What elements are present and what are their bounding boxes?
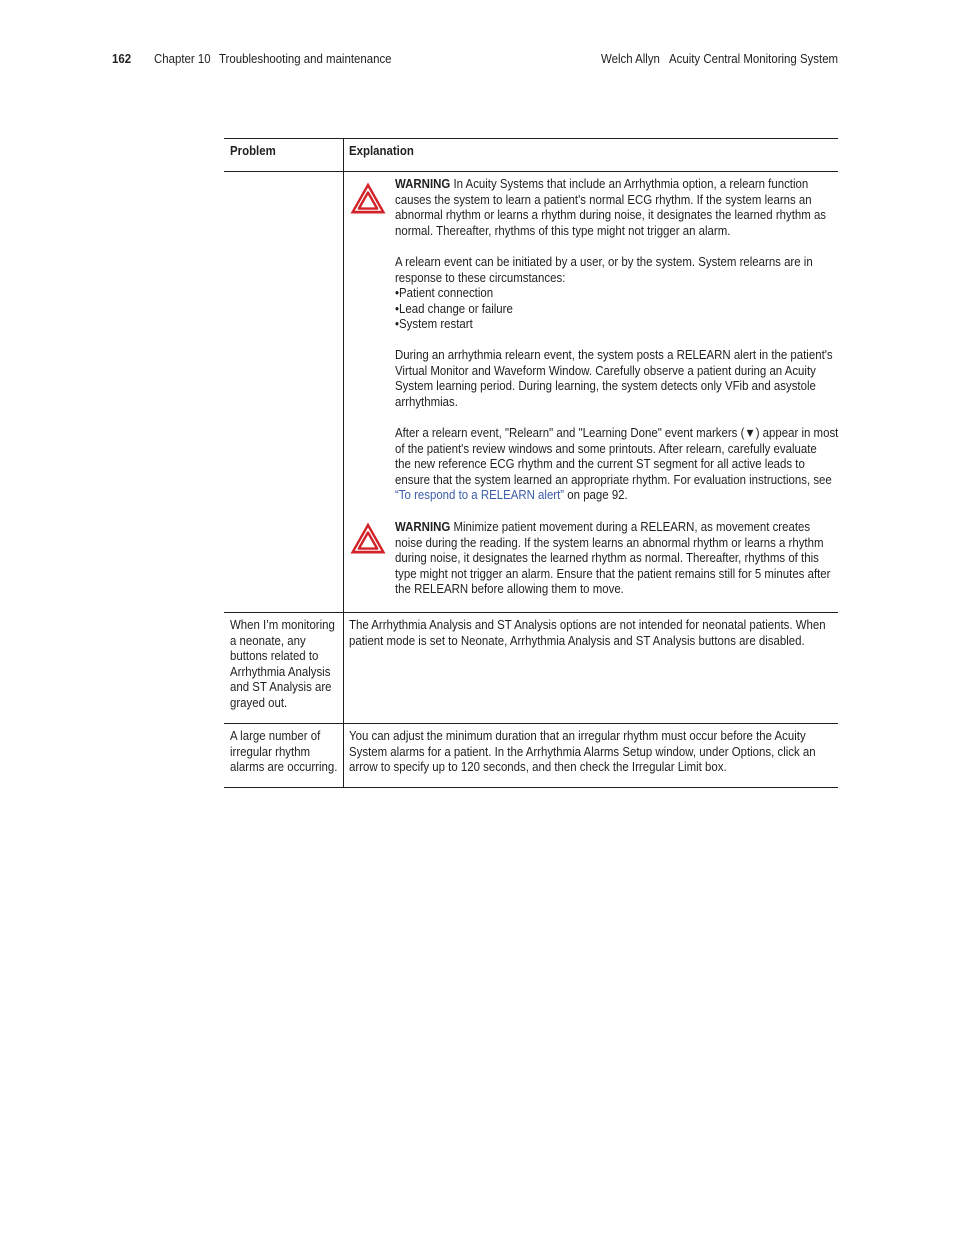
warning-text: In Acuity Systems that include an Arrhythmia option, a relearn function (453, 177, 809, 191)
warning-triangle-icon (350, 182, 386, 214)
bullet: • (395, 317, 400, 331)
warning-text: during noise, it designates the learned rhythm as normal. Thereafter, rhythms of this (395, 551, 819, 565)
problem-cell (230, 618, 335, 711)
warning-text: noise during the reading. If the system learns an abnormal rhythm or learns a rhythm (395, 535, 824, 550)
warning-text: causes the system to learn a patient's normal ECG rhythm. If the system learns an (395, 192, 812, 207)
column-header-explanation: Explanation (349, 144, 414, 158)
warning-note (395, 177, 826, 239)
explanation-line: arrow to specify up to 120 seconds, and then check the Irregular Limit box. (349, 760, 727, 774)
paragraph-line: ensure that the system learned an appropriate rhythm. For evaluation instructions, see (395, 472, 832, 487)
list-item (395, 317, 813, 333)
paragraph-line: the new reference ECG rhythm and the current ST segment for all active leads to (395, 457, 805, 471)
warning-line (395, 520, 830, 536)
row-divider (224, 723, 838, 724)
header-bottom-rule (224, 171, 838, 172)
relearn-event-paragraph (395, 348, 833, 410)
after-relearn-paragraph (395, 426, 838, 504)
problem-line: and ST Analysis are (230, 680, 332, 694)
explanation-cell (349, 618, 826, 649)
page-number: 162 (112, 52, 132, 66)
problem-cell (230, 729, 337, 776)
product-name: Acuity Central Monitoring System (669, 52, 839, 66)
list-item-text: System restart (399, 317, 473, 331)
explanation-line: The Arrhythmia Analysis and ST Analysis options are not intended for neonatal patients. When (349, 618, 826, 632)
paragraph-line: System learning period. During learning, the system detects only VFib and asystole (395, 379, 816, 393)
relearn-triggers-paragraph (395, 255, 813, 333)
problem-line: When I’m monitoring (230, 618, 335, 632)
bullet: • (395, 301, 400, 316)
warning-note (395, 520, 830, 598)
chapter-title: Troubleshooting and maintenance (219, 52, 392, 66)
problem-line: a neonate, any (230, 633, 306, 648)
explanation-line: patient mode is set to Neonate, Arrhythmia Analysis and ST Analysis buttons are disabled. (349, 633, 805, 648)
paragraph-line: During an arrhythmia relearn event, the system posts a RELEARN alert in the patient's (395, 348, 833, 362)
problem-line: grayed out. (230, 695, 288, 710)
bullet: • (395, 286, 400, 300)
warning-label: WARNING (395, 177, 451, 191)
paragraph-line (395, 488, 838, 504)
problem-line: alarms are occurring. (230, 760, 338, 774)
warning-label: WARNING (395, 520, 451, 534)
warning-line (395, 177, 826, 193)
paragraph-line: arrhythmias. (395, 394, 458, 409)
problem-line: irregular rhythm (230, 744, 311, 759)
chapter-label: Chapter 10 (154, 52, 211, 66)
paragraph-line: A relearn event can be initiated by a user, or by the system. System relearns are in (395, 255, 813, 269)
brand-name: Welch Allyn (601, 52, 660, 66)
paragraph-line: of the patient's review windows and some printouts. After relearn, carefully evaluate (395, 441, 817, 456)
column-header-problem: Problem (230, 144, 276, 158)
table-bottom-rule (224, 787, 838, 788)
problem-line: Arrhythmia Analysis (230, 664, 331, 679)
relearn-alert-link[interactable]: “To respond to a RELEARN alert” (395, 488, 565, 502)
list-item-text: Lead change or failure (399, 301, 513, 316)
explanation-line: You can adjust the minimum duration that an irregular rhythm must occur before the Acuity (349, 729, 806, 743)
problem-line: A large number of (230, 729, 321, 743)
table-top-rule (224, 138, 838, 139)
explanation-line: System alarms for a patient. In the Arrhythmia Alarms Setup window, under Options, click an (349, 744, 816, 759)
warning-triangle-icon (350, 522, 386, 554)
list-item-text: Patient connection (399, 286, 494, 300)
warning-text: abnormal rhythm or learns a rhythm during noise, it designates the learned rhythm as (395, 208, 827, 222)
paragraph-line: Virtual Monitor and Waveform Window. Carefully observe a patient during an Acuity (395, 363, 816, 378)
warning-text: normal. Thereafter, rhythms of this type might not trigger an alarm. (395, 223, 731, 238)
paragraph-line: response to these circumstances: (395, 270, 566, 285)
problem-line: buttons related to (230, 649, 319, 663)
warning-text: Minimize patient movement during a RELEARN, as movement creates (453, 520, 811, 534)
row-divider (224, 612, 838, 613)
warning-text: type might not trigger an alarm. Ensure that the patient remains still for 5 minutes after (395, 566, 831, 581)
column-divider (343, 138, 344, 788)
page-reference: on page 92. (567, 488, 628, 502)
list-item (395, 286, 813, 302)
explanation-cell (349, 729, 816, 776)
paragraph-line: After a relearn event, "Relearn" and "Learning Done" event markers (▼) appear in most (395, 426, 839, 440)
list-item (395, 302, 813, 318)
warning-text: the RELEARN before allowing them to move. (395, 582, 624, 596)
